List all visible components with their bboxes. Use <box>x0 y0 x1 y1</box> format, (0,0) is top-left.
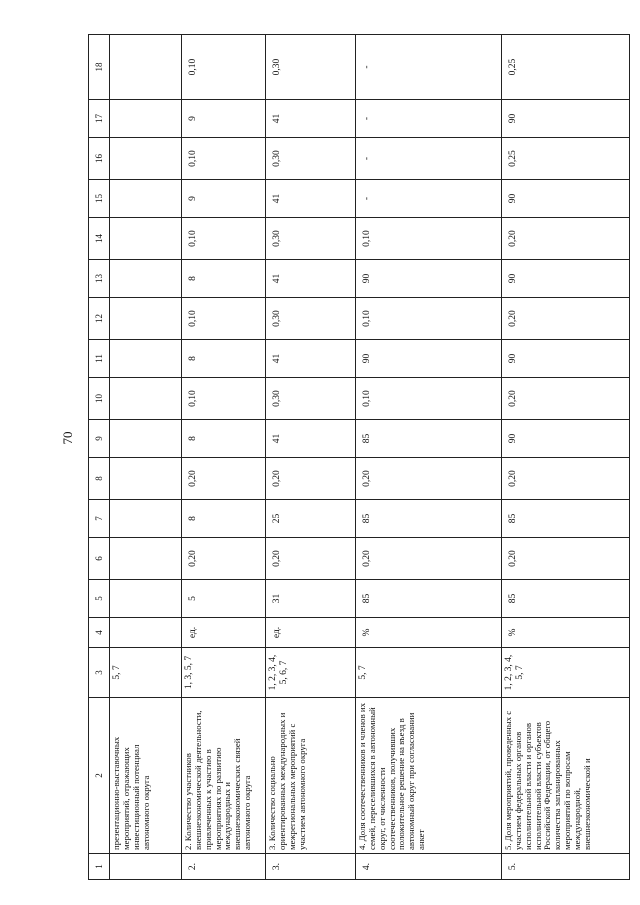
value-cell: 0,20 <box>502 458 630 500</box>
value-cell: 85 <box>356 420 502 458</box>
value-cell: 0,10 <box>356 218 502 260</box>
value-cell: - <box>356 35 502 100</box>
value-cell: 0,10 <box>182 218 266 260</box>
value-cell: 0,30 <box>266 378 356 420</box>
value-cell: 85 <box>502 580 630 618</box>
value-cell: 0,10 <box>356 378 502 420</box>
value-cell <box>110 458 182 500</box>
value-cell: - <box>356 138 502 180</box>
value-cell: 90 <box>356 340 502 378</box>
unit-cell: % <box>356 618 502 648</box>
value-cell: - <box>356 180 502 218</box>
value-cell: 0,25 <box>502 35 630 100</box>
value-cell <box>110 500 182 538</box>
header-row <box>89 35 110 880</box>
value-cell: 0,20 <box>502 378 630 420</box>
value-cell: 41 <box>266 100 356 138</box>
page-number: 70 <box>60 431 75 445</box>
header-cell: 3 <box>89 648 110 698</box>
value-cell: 0,30 <box>266 218 356 260</box>
value-cell: 0,10 <box>182 378 266 420</box>
value-cell: 41 <box>266 420 356 458</box>
value-cell: 41 <box>266 340 356 378</box>
task-numbers: 5, 7 <box>356 648 502 698</box>
header-cell: 10 <box>89 378 110 420</box>
value-cell: 90 <box>356 260 502 298</box>
table-row <box>182 35 266 880</box>
row-number: 2. <box>182 854 266 880</box>
value-cell: 85 <box>356 580 502 618</box>
value-cell <box>110 180 182 218</box>
value-cell <box>110 580 182 618</box>
value-cell <box>110 138 182 180</box>
value-cell: 0,25 <box>502 138 630 180</box>
indicator-table <box>88 34 630 880</box>
value-cell: 0,30 <box>266 298 356 340</box>
value-cell: 0,20 <box>182 458 266 500</box>
value-cell: 0,20 <box>356 458 502 500</box>
rotated-table-frame <box>88 35 608 880</box>
value-cell: 0,20 <box>356 538 502 580</box>
task-numbers: 5, 7 <box>110 648 182 698</box>
unit-cell: ед. <box>182 618 266 648</box>
header-cell: 9 <box>89 420 110 458</box>
value-cell: 41 <box>266 260 356 298</box>
header-cell: 7 <box>89 500 110 538</box>
value-cell: 90 <box>502 340 630 378</box>
header-cell: 18 <box>89 35 110 100</box>
value-cell <box>110 298 182 340</box>
header-cell: 17 <box>89 100 110 138</box>
indicator-name: 3. Количество социально ориентированных международных и межрегиональных мероприятий с участием автономного округа <box>266 698 356 854</box>
table-row <box>502 35 630 880</box>
table-row <box>110 35 182 880</box>
row-number: 5. <box>502 854 630 880</box>
value-cell: 0,10 <box>182 138 266 180</box>
unit-cell: % <box>502 618 630 648</box>
value-cell <box>110 340 182 378</box>
value-cell: 85 <box>356 500 502 538</box>
value-cell: 0,10 <box>182 298 266 340</box>
task-numbers: 1, 2, 3, 4, 5, 6, 7 <box>266 648 356 698</box>
indicator-name: презентационно-выставочных мероприятий, отражающих инвестиционный потенциал автономного округа <box>110 698 182 854</box>
value-cell <box>110 538 182 580</box>
table-body <box>89 35 630 880</box>
value-cell: 0,30 <box>266 138 356 180</box>
value-cell: 0,10 <box>356 298 502 340</box>
indicator-name: 5. Доля мероприятий, проведенных с участием федеральных органов исполнительной власти и органов исполнительной власти субъектов Российской Федерации, от общего количества запланированных мероприятий по вопросам международной, внешнеэкономической и <box>502 698 630 854</box>
header-cell: 1 <box>89 854 110 880</box>
value-cell: 90 <box>502 260 630 298</box>
task-numbers: 1, 3, 5, 7 <box>182 648 266 698</box>
value-cell: 0,20 <box>266 538 356 580</box>
value-cell: 0,20 <box>502 298 630 340</box>
value-cell: 0,30 <box>266 35 356 100</box>
header-cell: 13 <box>89 260 110 298</box>
table-row <box>266 35 356 880</box>
row-number: 4. <box>356 854 502 880</box>
value-cell: 0,20 <box>502 538 630 580</box>
indicator-name: 2. Количество участников внешнеэкономической деятельности, привлеченных к участию в мероприятиях по развитию международных и внешнеэкономических связей автономного округа <box>182 698 266 854</box>
table-row <box>356 35 502 880</box>
header-cell: 15 <box>89 180 110 218</box>
value-cell <box>110 260 182 298</box>
value-cell <box>110 378 182 420</box>
value-cell: - <box>356 100 502 138</box>
value-cell: 9 <box>182 180 266 218</box>
task-numbers: 1, 2, 3, 4, 5, 7 <box>502 648 630 698</box>
value-cell: 8 <box>182 420 266 458</box>
value-cell: 90 <box>502 100 630 138</box>
value-cell <box>110 420 182 458</box>
value-cell: 41 <box>266 180 356 218</box>
value-cell: 31 <box>266 580 356 618</box>
value-cell: 9 <box>182 100 266 138</box>
header-cell: 5 <box>89 580 110 618</box>
value-cell: 8 <box>182 340 266 378</box>
value-cell: 90 <box>502 420 630 458</box>
header-cell: 12 <box>89 298 110 340</box>
row-number: 3. <box>266 854 356 880</box>
value-cell: 0,20 <box>266 458 356 500</box>
value-cell: 8 <box>182 500 266 538</box>
value-cell <box>110 100 182 138</box>
header-cell: 6 <box>89 538 110 580</box>
value-cell: 25 <box>266 500 356 538</box>
header-cell: 2 <box>89 698 110 854</box>
header-cell: 11 <box>89 340 110 378</box>
header-cell: 14 <box>89 218 110 260</box>
value-cell: 85 <box>502 500 630 538</box>
unit-cell <box>110 618 182 648</box>
value-cell <box>110 218 182 260</box>
header-cell: 16 <box>89 138 110 180</box>
value-cell: 0,20 <box>182 538 266 580</box>
unit-cell: ед. <box>266 618 356 648</box>
indicator-name: 4. Доля соотечественников и членов их семей, переселившихся в автономный округ, от численности соотечественников, получивших положительное решение на въезд в автономный округ при согласовании анкет <box>356 698 502 854</box>
value-cell <box>110 35 182 100</box>
row-number <box>110 854 182 880</box>
value-cell: 5 <box>182 580 266 618</box>
value-cell: 0,10 <box>182 35 266 100</box>
header-cell: 8 <box>89 458 110 500</box>
header-cell: 4 <box>89 618 110 648</box>
value-cell: 8 <box>182 260 266 298</box>
value-cell: 90 <box>502 180 630 218</box>
value-cell: 0,20 <box>502 218 630 260</box>
